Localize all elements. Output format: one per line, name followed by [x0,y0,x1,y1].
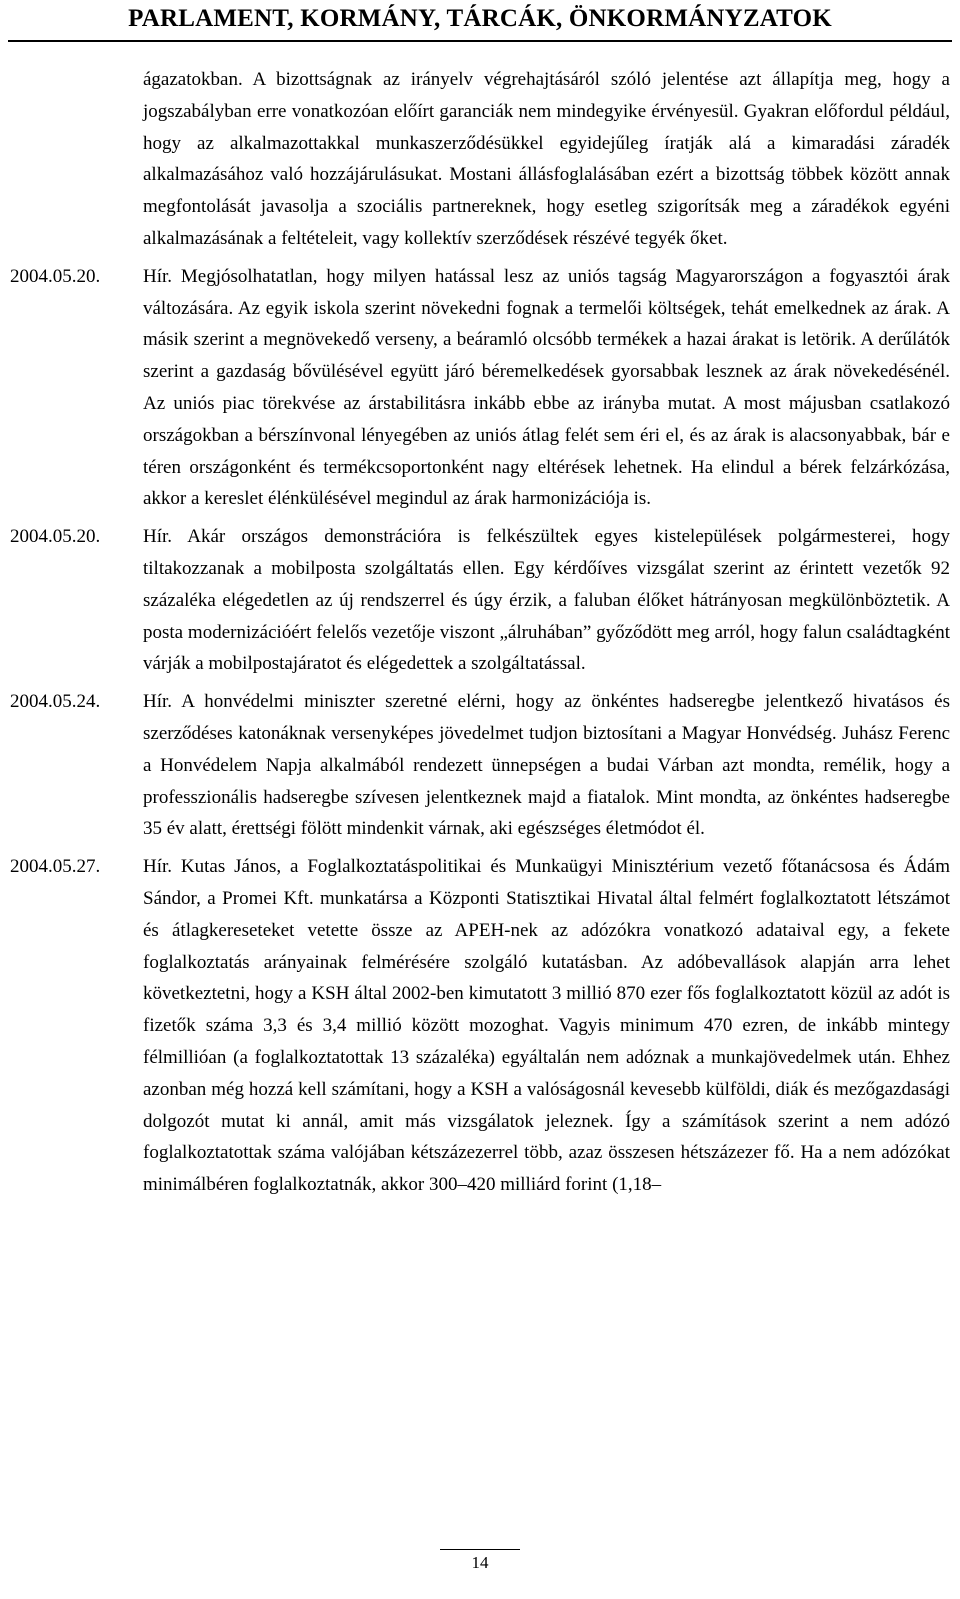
entry-text: Hír. A honvédelmi miniszter szeretné elérni, hogy az önkéntes hadseregbe jelentkező hivatásos és szerződéses katonáknak versenyképes jövedelmet tudjon biztosítani a Magyar Honvédség. Juhász Ferenc a Honvédelem Napja alkalmából rendezett ünnepségen a budai Várban azt mondta, remélik, hogy a professzionális hadseregbe szívesen jelentkeznek majd a fiatalok. Mint mondta, az önkéntes hadseregbe 35 év alatt, érettségi fölött mindenkit várnak, aki egészséges életmódot él. [143,691,950,840]
entry-date: 2004.05.27. [10,856,101,878]
page-number: 14 [471,1553,489,1572]
continuation-paragraph: ágazatokban. A bizottságnak az irányelv végrehajtásáról szóló jelentése azt állapítja meg, hogy a jogszabályban erre vonatkozóan előírt garanciák nem mindegyike érvényesül. Gyakran előfordul például, hogy az alkalmazottakkal munkaszerződésükkel egyidejűleg íratják alá a kimaradási záradék alkalmazásához való hozzájárulásukat. Mostani állásfoglalásában ezért a bizottság többek között annak megfontolását javasolja a szociális partnereknek, hogy esetleg szigorítsák meg a záradékok egyéni alkalmazásának a feltételeit, vagy kollektív szerződések részévé tegyék őket. [143,69,950,249]
document-body [10,64,950,1201]
news-entry [10,521,950,680]
news-entry [10,686,950,845]
footer-rule [440,1549,520,1550]
entry-text: Hír. Megjósolhatatlan, hogy milyen hatással lesz az uniós tagság Magyarországon a fogyasztói árak változására. Az egyik iskola szerint növekedni fognak a termelői költségek, tehát emelkednek az árak. A másik szerint a megnövekedő verseny, a beáramló olcsóbb termékek a hazai árakat is letörik. A derűlátók szerint a gazdaság bővülésével együtt járó béremelkedések gyorsabbak lesznek az árak növekedésénél. Az uniós piac törekvése az árstabilitásra inkább ebbe az irányba mutat. A most májusban csatlakozó országokban a bérszínvonal lényegében az uniós átlag felét sem éri el, és az árak is alacsonyabbak, bár e téren országonként és termékcsoportonként nagy eltérések lehetnek. Ha elindul a bérek felzárkózása, akkor a kereslet élénkülésével megindul az árak harmonizációja is. [143,265,950,510]
entry-text: Hír. Akár országos demonstrációra is felkészültek egyes kistelepülések polgármesterei, hogy tiltakozzanak a mobilposta szolgáltatás ellen. Egy kérdőíves vizsgálat szerint az érintett vezetők 92 százaléka elégedetlen az új rendszerrel és úgy érzik, a faluban élőket hátrányosan megkülönböztetik. A posta modernizációért felelős vezetője viszont „álruhában” győződött meg arról, hogy falun családtagként várják a mobilpostajáratot és elégedettek a szolgáltatással. [143,526,950,675]
news-entry [10,851,950,1201]
entry-text: Hír. Kutas János, a Foglalkoztatáspolitikai és Munkaügyi Minisztérium vezető főtanácsosa és Ádám Sándor, a Promei Kft. munkatársa a Központi Statisztikai Hivatal által felmért foglalkoztatott létszámot és átlagkereseteket vetette össze az APEH-nek az adózókra vonatkozó adataival egy, a fekete foglalkoztatás arányainak felmérésére szolgáló kutatásban. Az adóbevallások alapján arra lehet következtetni, hogy a KSH által 2002-ben kimutatott 3 millió 870 ezer fős foglalkoztatott közül az adót is fizetők száma 3,3 és 3,4 millió között mozoghat. Vagyis minimum 470 ezren, de inkább mintegy félmillióan (a foglalkoztatottak 13 százaléka) egyáltalán nem adóznak a munkajövedelmek után. Ehhez azonban még hozzá kell számítani, hogy a KSH a valóságosnál kevesebb külföldi, diák és mezőgazdasági dolgozót mutat ki annál, amit más vizsgálatok jeleznek. Így a számítások szerint a nem adózó foglalkoztatottak száma valójában kétszázezerrel több, azaz összesen hétszázezer fő. Ha a nem adózókat minimálbéren foglalkoztatnák, akkor 300–420 milliárd forint (1,18– [143,856,950,1196]
running-header: PARLAMENT, KORMÁNY, TÁRCÁK, ÖNKORMÁNYZATOK [128,5,832,32]
entry-date: 2004.05.20. [10,526,101,548]
news-entry [10,261,950,515]
header-rule [8,40,952,42]
entry-date: 2004.05.20. [10,265,101,287]
entry-date: 2004.05.24. [10,691,101,713]
